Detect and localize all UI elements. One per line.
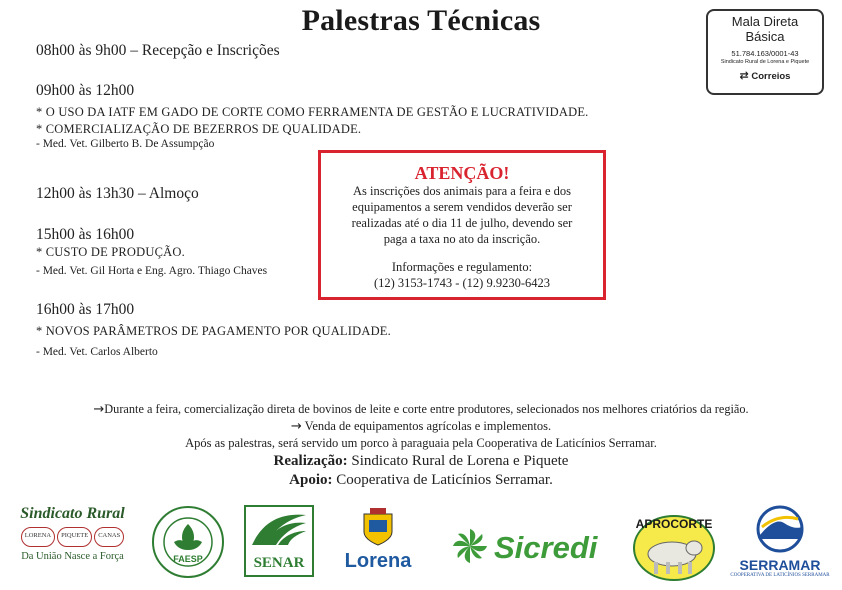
senar-logo	[244, 505, 314, 577]
lorena-coat-of-arms-icon	[360, 506, 396, 546]
stamp-cnpj: 51.784.163/0001-43	[731, 49, 799, 58]
aprocorte-label: APROCORTE	[635, 517, 713, 531]
stamp-line1: Mala Direta	[731, 14, 799, 29]
apoio-row	[0, 472, 842, 489]
correios-logo	[708, 69, 822, 82]
chain-link: PIQUETE	[57, 527, 92, 547]
block1-speaker: - Med. Vet. Gilberto B. De Assumpção	[36, 138, 215, 150]
attention-line3: realizadas até o dia 11 de julho, devendo ser	[351, 216, 573, 230]
aprocorte-cattle-icon	[626, 504, 722, 582]
sicredi-label: Sicredi	[494, 530, 598, 565]
block2-speaker: - Med. Vet. Gil Horta e Eng. Agro. Thiago Chaves	[36, 265, 268, 277]
lorena-label: Lorena	[344, 550, 412, 572]
attention-line2: equipamentos a serem vendidos deverão ser	[352, 200, 572, 214]
block3-item1: * NOVOS PARÂMETROS DE PAGAMENTO POR QUALIDADE.	[36, 324, 391, 338]
block3-time: 16h00 às 17h00	[36, 301, 135, 318]
sicredi-pinwheel-icon	[450, 526, 490, 566]
attention-line1: As inscrições dos animais para a feira e dos	[353, 184, 571, 198]
realizacao-label: Realização:	[273, 453, 348, 469]
attention-line4: paga a taxa no ato da inscrição.	[383, 232, 541, 246]
arrow-right-icon: →	[290, 419, 302, 434]
footer-line1-row	[0, 402, 842, 417]
attention-box	[318, 150, 606, 300]
arrow-right-icon: →	[93, 402, 105, 417]
page-title: Palestras Técnicas	[301, 4, 541, 37]
correios-label: Correios	[751, 71, 791, 82]
attention-phones: (12) 3153-1743 - (12) 9.9230-6423	[373, 276, 550, 290]
stamp-sindicato: Sindicato Rural de Lorena e Piquete	[720, 59, 810, 65]
block1-item2: * COMERCIALIZAÇÃO DE BEZERROS DE QUALIDADE.	[36, 122, 362, 136]
correios-arrow-icon: ⇄	[739, 70, 749, 82]
attention-info-label: Informações e regulamento:	[391, 260, 533, 274]
serramar-label: SERRAMAR	[739, 557, 821, 573]
block1-time: 09h00 às 12h00	[36, 82, 135, 99]
sindicato-chain	[10, 527, 135, 547]
faesp-logo	[150, 504, 226, 580]
block2-time: 15h00 às 16h00	[36, 226, 135, 243]
footer-line2-row	[0, 419, 842, 434]
stamp-line2: Básica	[745, 29, 785, 44]
footer-line1: Durante a feira, comercialização direta de bovinos de leite e corte entre produtores, selecionados nos melhores criatórios da região.	[104, 402, 749, 416]
lunch-time: 12h00 às 13h30 – Almoço	[36, 185, 199, 202]
sindicato-logo-name: Sindicato Rural	[20, 505, 125, 522]
serramar-logo	[730, 505, 830, 583]
mala-direta-stamp	[706, 9, 824, 95]
block2-item1: * CUSTO DE PRODUÇÃO.	[36, 245, 185, 259]
senar-mark-icon	[244, 505, 314, 577]
serramar-mountain-icon	[750, 505, 810, 553]
realizacao-value: Sindicato Rural de Lorena e Piquete	[351, 453, 569, 469]
block3-speaker: - Med. Vet. Carlos Alberto	[36, 346, 158, 358]
chain-link: LORENA	[21, 527, 55, 547]
footer-line3: Após as palestras, será servido um porco à paraguaia pela Cooperativa de Laticínios Serramar.	[185, 436, 657, 450]
faesp-seal-icon	[150, 504, 226, 580]
apoio-value: Cooperativa de Laticínios Serramar.	[336, 472, 553, 488]
lorena-logo	[336, 506, 420, 578]
block1-item1: * O USO DA IATF EM GADO DE CORTE COMO FERRAMENTA DE GESTÃO E LUCRATIVIDADE.	[36, 105, 589, 119]
reception-time: 08h00 às 9h00 – Recepção e Inscrições	[36, 42, 280, 59]
footer-line2: Venda de equipamentos agrícolas e implementos.	[304, 419, 552, 433]
serramar-subtitle: COOPERATIVA DE LATICÍNIOS SERRAMAR	[730, 573, 830, 578]
aprocorte-logo	[626, 504, 722, 582]
senar-label: SENAR	[253, 555, 305, 571]
sicredi-logo	[450, 526, 620, 566]
attention-heading: ATENÇÃO!	[414, 163, 510, 183]
apoio-label: Apoio:	[289, 472, 333, 488]
faesp-label: FAESP	[173, 554, 203, 564]
realizacao-row	[0, 453, 842, 470]
chain-link: CANAS	[94, 527, 124, 547]
sindicato-motto: Da União Nasce a Força	[21, 551, 124, 562]
sindicato-rural-logo	[10, 505, 135, 580]
